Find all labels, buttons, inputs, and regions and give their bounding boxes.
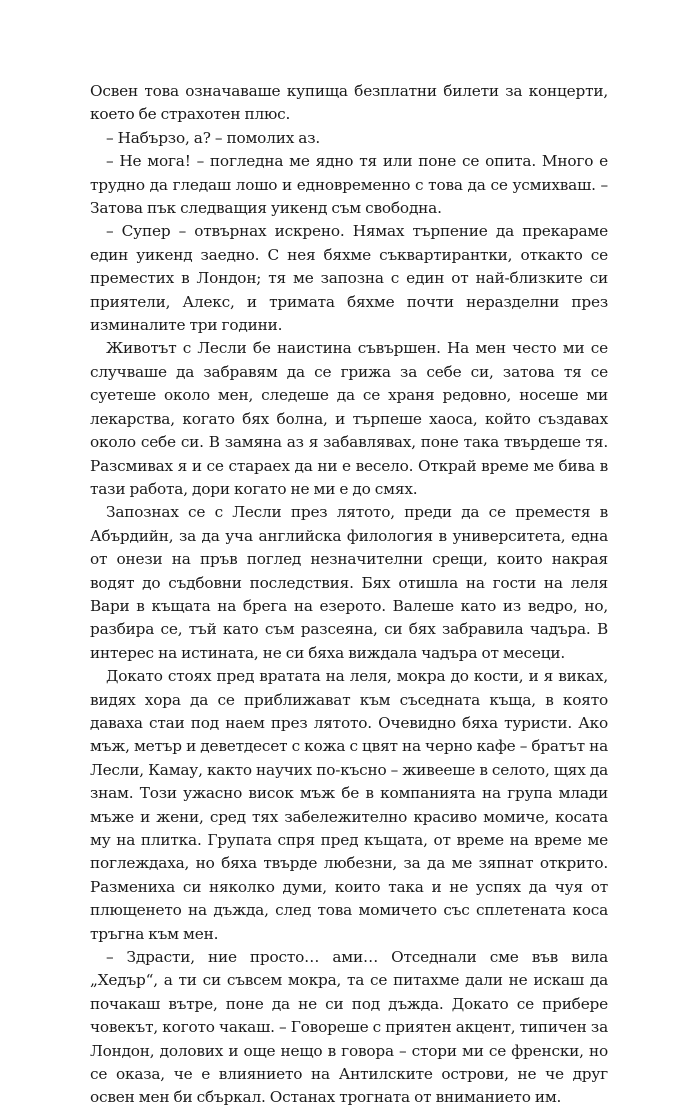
paragraph-7: Докато стоях пред вратата на леля, мокра до кости, и я виках, видях хора да се приближават към съседната къща, в която даваха стаи под наем през лятото. Очевидно бяха туристи. Ако мъж, метър и деветдесет с кожа с цвят на черно кафе – братът на Лесли, Камау, както научих по-късно – живееше в селото, щях да знам. Този ужасно висок мъж бе в компанията на група млади мъже и жени, сред тях забележително красиво момиче, косата му на плитка. Групата спря пред къщата, от време на време ме поглеждаха, но бяха твърде любезни, за да ме зяпнат открито. Размениха си няколко думи, които така и не успях да чуя от плющенето на дъжда, след това момичето със сплетената коса тръгна към мен. [90, 667, 608, 943]
paragraph-4: – Супер – отвърнах искрено. Нямах търпение да прекараме един уикенд заедно. С нея бяхме съквартирантки, откакто се преместих в Лондон; тя ме запозна с един от най-близките си приятели, Алекс, и тримата бяхме почти неразделни през изминалите три години. [90, 222, 608, 335]
paragraph-2: – Набързо, а? – помолих аз. [106, 128, 321, 147]
paragraph-5: Животът с Лесли бе наистина съвършен. На мен често ми се случваше да забравям да се грижа за себе си, затова тя се суетеше около мен, следеше да се храня редовно, носеше ми лекарства, когато бях болна, и търпеше хаоса, който създавах около себе си. В замяна аз я забавлявах, поне така твърдеше тя. Разсмивах я и се стараех да ни е весело. Открай време ме бива в тази работа, дори когато не ми е до смях. [90, 339, 608, 498]
paragraph-3: – Не мога! – погледна ме ядно тя или поне се опита. Много е трудно да гледаш лошо и едновременно с това да се усмихваш. – Затова пък следващия уикенд съм свободна. [90, 152, 608, 218]
paragraph-6: Запознах се с Лесли през лятото, преди да се преместя в Абърдийн, за да уча английска филология в университета, една от онези на пръв поглед незначителни срещи, които накрая водят до съдбовни последствия. Бях отишла на гости на леля Вари в къщата на брега на езерото. Валеше като из ведро, но, разбира се, тъй като съм разсеяна, си бях забравила чадъра. В интерес на истината, не си бяха виждала чадъра от месеци. [90, 503, 608, 662]
paragraph-8: – Здрасти, ние просто… ами… Отседнали сме във вила „Хедър“, а ти си съвсем мокра, та се питахме дали не искаш да почакаш вътре, поне да не си под дъжда. Докато се прибере човекът, когото чакаш. – Говореше с приятен акцент, типичен за Лондон, долових и още нещо в говора – стори ми се френски, но се оказа, че е влиянието на Антилските острови, не че друг освен мен би сбъркал. Останах трогната от вниманието им. [90, 948, 608, 1107]
paragraph-1: Освен това означаваше купища безплатни билети за концерти, което бе страхотен плюс. [90, 82, 608, 124]
page-text [90, 80, 608, 1110]
